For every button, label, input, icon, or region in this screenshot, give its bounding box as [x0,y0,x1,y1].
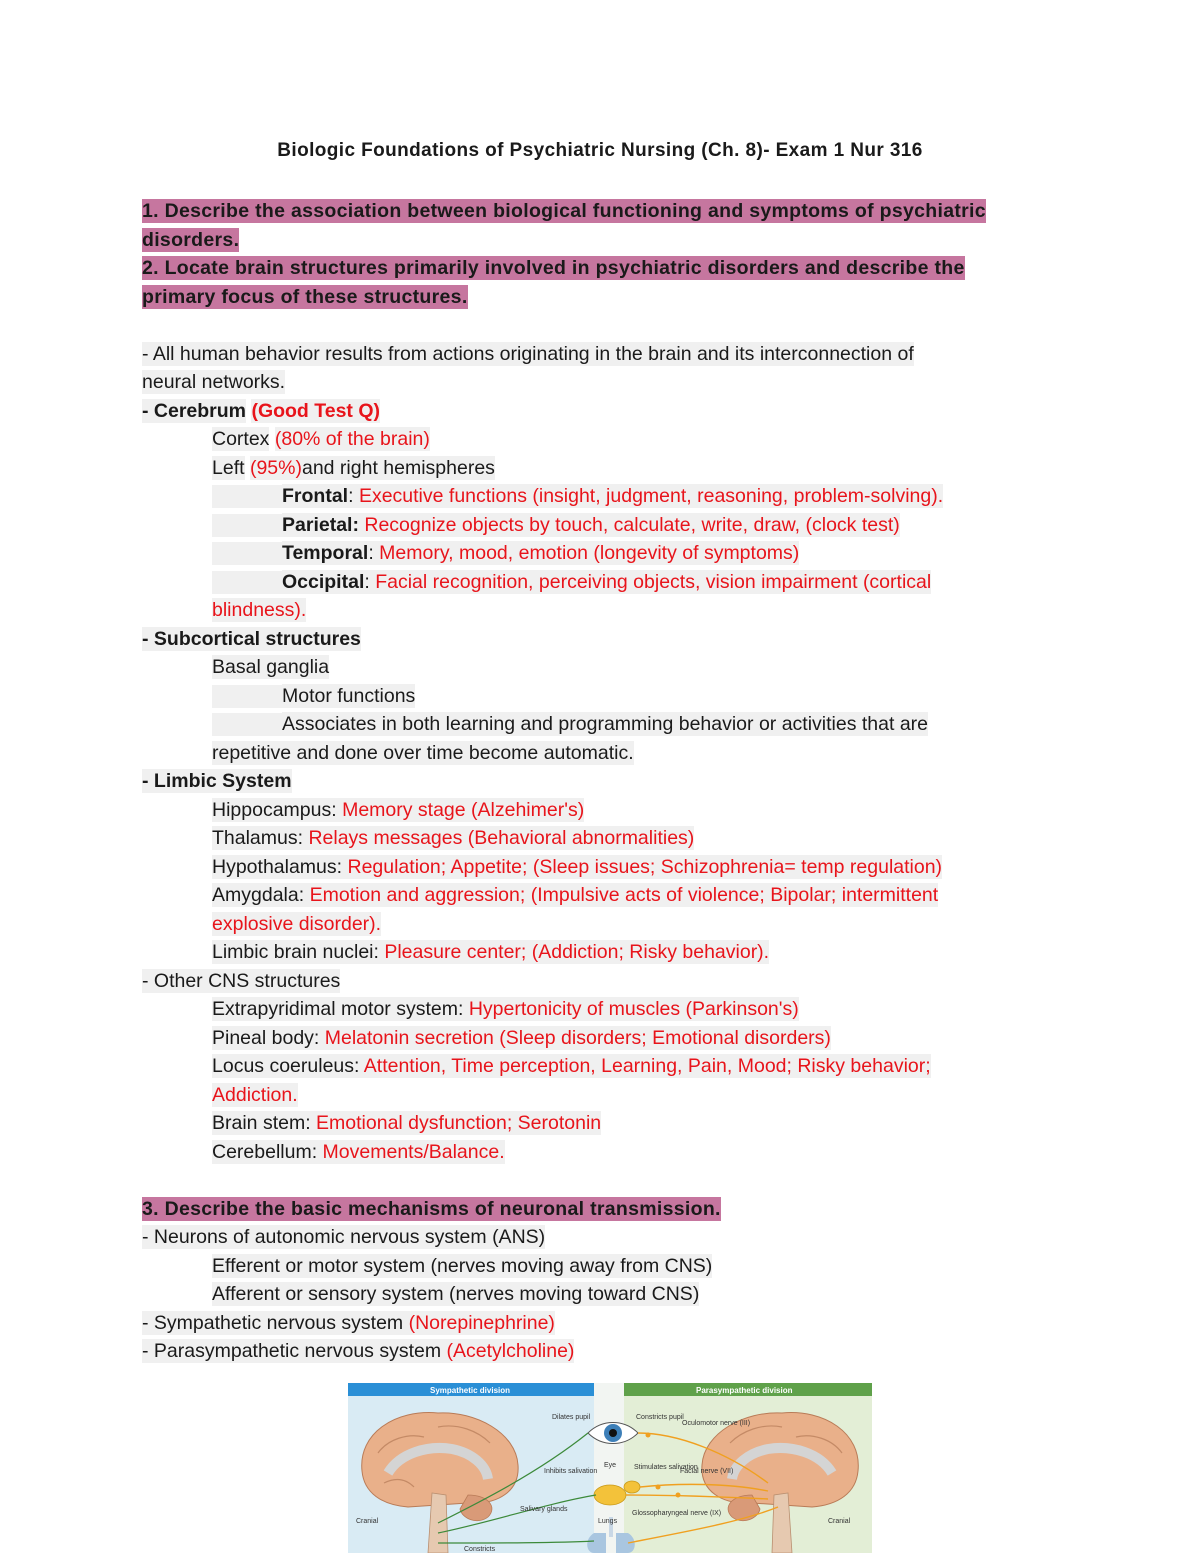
label-salivary: Salivary glands [520,1506,568,1513]
locus-text-cont: Addiction. [212,1083,298,1106]
brainstem-text: Emotional dysfunction; Serotonin [316,1112,602,1134]
extrapyramidal-label: Extrapyridimal motor system: [212,998,469,1020]
sympathetic-text: - Sympathetic nervous system [142,1311,409,1334]
occipital-text: Facial recognition, perceiving objects, vision impairment (cortical [375,570,932,593]
cerebellum-text: Movements/Balance. [322,1140,505,1163]
pineal-label: Pineal body: [212,1026,325,1049]
hippocampus-text: Memory stage (Alzehimer's) [342,798,585,821]
occipital-text-cont: blindness). [212,599,307,621]
frontal-label: Frontal [282,485,349,507]
cerebellum-label: Cerebellum: [212,1140,323,1163]
ans-diagram [348,1383,872,1553]
label-facial: Facial nerve (VII) [680,1468,734,1475]
left-label: Left [212,456,245,479]
occipital-label: Occipital [282,570,365,593]
objective-1-cont: disorders. [142,228,240,251]
limbic-nuclei-label: Limbic brain nuclei: [212,941,385,963]
cerebrum-note: (Good Test Q) [251,399,380,422]
amygdala-label: Amygdala: [212,884,310,906]
sympathetic-header: Sympathetic division [430,1386,511,1395]
afferent-text: Afferent or sensory system (nerves moving toward CNS) [212,1283,700,1305]
motor-functions: Motor functions [282,684,416,707]
label-cranial-right: Cranial [828,1518,851,1525]
basal-ganglia: Basal ganglia [212,656,330,678]
label-glossopharyngeal: Glossopharyngeal nerve (IX) [632,1510,722,1517]
intro-line-1: - All human behavior results from actions originating in the brain and its interconnection of [142,342,914,365]
efferent-text: Efferent or motor system (nerves moving away from CNS) [212,1254,713,1277]
thalamus-text: Relays messages (Behavioral abnormalities) [308,827,695,849]
label-constricts: Constricts [464,1546,496,1553]
parietal-text: Recognize objects by touch, calculate, write, draw, (clock test) [364,513,900,536]
frontal-text: Executive functions (insight, judgment, reasoning, problem-solving). [358,485,944,507]
temporal-text: Memory, mood, emotion (longevity of symptoms) [379,542,800,564]
label-stimulates-salivation: Stimulates salivation [634,1464,698,1471]
amygdala-text: Emotion and aggression; (Impulsive acts of violence; Bipolar; intermittent [309,884,939,906]
ans-heading: - Neurons of autonomic nervous system (ANS) [142,1226,546,1248]
objective-2-cont: primary focus of these structures. [142,285,468,308]
document-body: 1. Describe the association between biological functioning and symptoms of psychiatric disorders. 2. Locate brain structures primarily involved in psychiatric disorders and describe the primary focus of these structures. - All human behavior results from actions originating in the brain and its interconnection of neural networks. - Cerebrum (Good Test Q) Cortex (80% of the brain) Left (95%)and right hemispheres Frontal: Executive functions (insight, judgment, reasoning, problem-solving). Parietal: Recognize objects by touch, calculate, write, draw, (clock test) Temporal: Memory, mood, emotion (longevity of symptoms) Occipital: Facial recognition, perceiving objects, vision impairment (cortical blindness). - Subcortical structures Basal ganglia Motor functions Associates in both learning and programming behavior or activities that are repetitive and done over time become automatic. - Limbic System Hippocampus: Memory stage (Alzehimer's) Thalamus: Relays messages (Behavioral abnormalities) Hypothalamus: Regulation; Appetite; (Sleep issues; Schizophrenia= temp regulation) Amygdala: Emotion and aggression; (Impulsive acts of violence; Bipolar; intermittent explosive disorder). Limbic brain nuclei: Pleasure center; (Addiction; Risky behavior). - Other CNS structures Extrapyridimal motor system: Hypertonicity of muscles (Parkinson's) Pineal body: Melatonin secretion (Sleep disorders; Emotional disorders) Locus coeruleus: Attention, Time perception, Learning, Pain, Mood; Risky behavior; Addiction. Brain stem: Emotional dysfunction; Serotonin Cerebellum: Movements/Balance. 3. Describe the basic mechanisms of neuronal transmission. - Neurons of autonomic nervous system (ANS) Efferent or motor system (nerves moving away from CNS) Afferent or sensory system (nerves moving toward CNS) - Sympathetic nervous system (Norepinephrine) - Parasympathetic nervous system (Acetylcholine) [142,200,986,1362]
intro-line-2: neural networks. [142,371,286,393]
hippocampus-label: Hippocampus: [212,798,343,821]
document-title: Biologic Foundations of Psychiatric Nursing (Ch. 8)- Exam 1 Nur 316 [277,140,923,161]
extrapyramidal-text: Hypertonicity of muscles (Parkinson's) [468,998,799,1020]
objective-2: 2. Locate brain structures primarily involved in psychiatric disorders and describe the [142,257,965,279]
label-lungs: Lungs [598,1518,618,1525]
parasympathetic-text: - Parasympathetic nervous system [142,1340,447,1362]
other-cns-heading: - Other CNS structures [142,969,341,992]
amygdala-text-cont: explosive disorder). [212,912,382,935]
label-dilates-pupil: Dilates pupil [552,1414,591,1421]
label-eye: Eye [604,1462,617,1469]
limbic-nuclei-text: Pleasure center; (Addiction; Risky behavior). [384,941,770,963]
objective-1: 1. Describe the association between biological functioning and symptoms of psychiatric [142,200,986,222]
parietal-label: Parietal: [282,513,359,536]
limbic-heading: - Limbic System [142,770,292,792]
cortex-label: Cortex [212,428,270,450]
hypothalamus-text: Regulation; Appetite; (Sleep issues; Schizophrenia= temp regulation) [347,855,943,878]
ans-diagram-svg [348,1383,872,1553]
left-note: (95%) [249,456,302,479]
locus-text: Attention, Time perception, Learning, Pain, Mood; Risky behavior; [363,1055,931,1077]
basal-associates: Associates in both learning and programming behavior or activities that are [282,713,929,735]
label-inhibits-salivation: Inhibits salivation [544,1468,598,1475]
thalamus-label: Thalamus: [212,827,309,849]
label-constricts-pupil: Constricts pupil [636,1414,684,1421]
parasympathetic-note: (Acetylcholine) [446,1340,575,1362]
cortex-note: (80% of the brain) [274,428,430,450]
left-rest: and right hemispheres [301,456,495,479]
pineal-text: Melatonin secretion (Sleep disorders; Emotional disorders) [324,1026,831,1049]
brainstem-label: Brain stem: [212,1112,317,1134]
label-cranial-left: Cranial [356,1518,379,1525]
objective-3: 3. Describe the basic mechanisms of neuronal transmission. [142,1197,721,1220]
temporal-label: Temporal [282,542,369,564]
subcortical-heading: - Subcortical structures [142,627,361,650]
label-oculomotor: Oculomotor nerve (III) [682,1420,751,1427]
parasympathetic-header: Parasympathetic division [696,1386,793,1395]
hypothalamus-label: Hypothalamus: [212,855,348,878]
cerebrum-heading: - Cerebrum [142,399,247,422]
sympathetic-note: (Norepinephrine) [408,1311,555,1334]
basal-associates-cont: repetitive and done over time become automatic. [212,741,634,764]
locus-label: Locus coeruleus: [212,1055,364,1077]
